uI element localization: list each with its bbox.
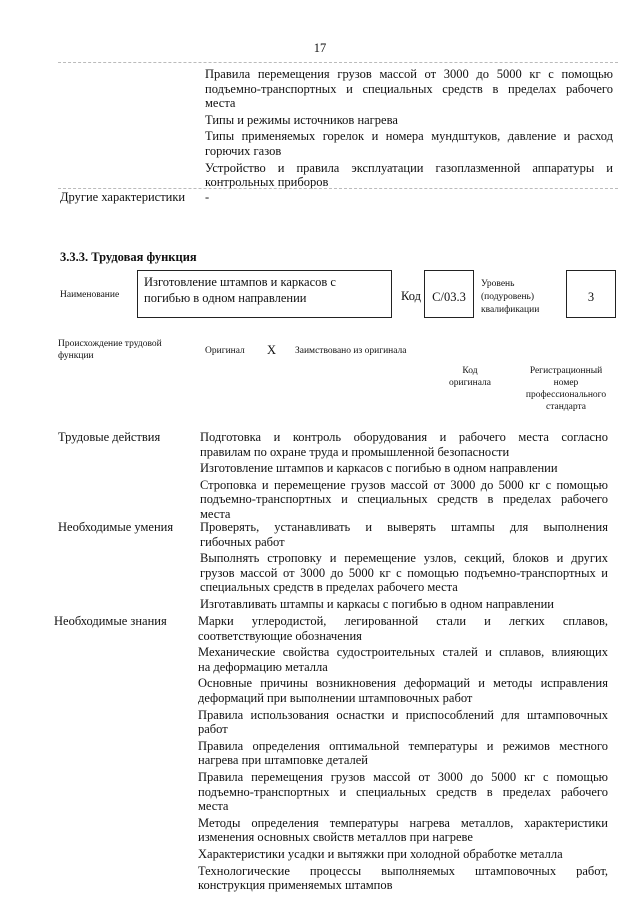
- text-line: Строповка и перемещение грузов массой от 3000 до 5000 кг с помощью: [200, 477, 608, 492]
- text-line: Подготовка и контроль оборудования и рабочего места согласно: [200, 430, 608, 444]
- code-label: Код: [401, 289, 421, 303]
- skill-item: [200, 597, 608, 612]
- skill-item: [200, 520, 608, 549]
- knowledge-item: [198, 864, 608, 893]
- text-line: Методы определения температуры нагрева металлов, характеристики: [198, 815, 608, 830]
- level-label-line: Уровень: [481, 279, 515, 289]
- text-line: Правила использования оснастки и приспособлений для штамповочных: [198, 707, 608, 722]
- knowledge-item: [198, 676, 608, 705]
- top-item-1: [205, 67, 613, 111]
- text-line: деформаций при выполнении штамповочных работ: [198, 690, 473, 705]
- registration-line: профессионального: [525, 390, 607, 400]
- original-mark: X: [267, 343, 277, 357]
- skills-list: [200, 520, 608, 612]
- top-item-4: [205, 161, 613, 190]
- text-line: Типы применяемых горелок и номера мундштуков, давление и расход: [205, 129, 613, 144]
- function-name-line: погибью в одном направлении: [144, 291, 307, 305]
- text-line: горючих газов: [205, 143, 282, 158]
- text-line: на деформацию металла: [198, 659, 328, 674]
- knowledge-label: Необходимые знания: [54, 614, 167, 628]
- text-line: места: [200, 506, 231, 521]
- knowledge-item: [198, 739, 608, 768]
- origin-label-line: Происхождение трудовой: [58, 339, 162, 349]
- text-line: подъемно-транспортных и специальных средств в пределах рабочего: [198, 784, 608, 799]
- text-line: Типы и режимы источников нагрева: [205, 112, 398, 127]
- action-item: [200, 478, 608, 522]
- text-line: изменения основных свойств металлов при нагреве: [198, 830, 473, 845]
- top-item-3: [205, 129, 613, 158]
- top-items: [205, 67, 613, 190]
- text-line: места: [198, 799, 229, 814]
- section-title: 3.3.3. Трудовая функция: [60, 250, 197, 264]
- code-original-line: Код: [462, 366, 478, 376]
- skill-item: [200, 551, 608, 595]
- text-line: Технологические процессы выполняемых штамповочных работ,: [198, 863, 608, 878]
- text-line: Правила определения оптимальной температуры и режимов местного: [198, 738, 608, 753]
- registration-line: номер: [553, 378, 579, 388]
- registration-line: Регистрационный: [529, 366, 603, 376]
- text-line: Основные причины возникновения деформаций и методы исправления: [198, 676, 608, 691]
- knowledge-item: [198, 645, 608, 674]
- level-label: [481, 278, 539, 317]
- action-item: [200, 430, 608, 459]
- text-line: работ: [198, 722, 228, 737]
- code-original-label: [435, 365, 505, 389]
- text-line: нагрева при штамповке деталей: [198, 753, 368, 768]
- text-line: Марки углеродистой, легированной стали и легких сплавов,: [198, 614, 608, 628]
- registration-label: [512, 365, 620, 413]
- knowledge-item: [198, 614, 608, 643]
- function-name-line: Изготовление штампов и каркасов с: [144, 275, 336, 289]
- text-line: Правила перемещения грузов массой от 3000 до 5000 кг с помощью: [198, 769, 608, 784]
- origin-label: [58, 338, 162, 362]
- text-line: Выполнять строповку и перемещение узлов, секций, блоков и других: [200, 551, 608, 566]
- level-label-line: квалификации: [481, 305, 540, 315]
- other-divider: [58, 188, 618, 189]
- other-characteristics-label: Другие характеристики: [60, 190, 186, 204]
- page-number: 17: [313, 41, 327, 55]
- text-line: гибочных работ: [200, 534, 285, 549]
- text-line: Изготавливать штампы и каркасы с погибью в одном направлении: [200, 596, 554, 611]
- text-line: контрольных приборов: [205, 175, 329, 190]
- level-box: [566, 270, 616, 318]
- skills-label: Необходимые умения: [58, 520, 174, 534]
- knowledge-item: [198, 770, 608, 814]
- text-line: Правила перемещения грузов массой от 3000 до 5000 кг с помощью: [205, 67, 613, 81]
- level-label-line: (подуровень): [481, 292, 535, 302]
- text-line: подъемно-транспортных и специальных средств в пределах рабочего: [200, 492, 608, 507]
- text-line: места: [205, 96, 236, 111]
- other-characteristics-value: -: [205, 190, 210, 204]
- top-item-2: [205, 113, 613, 128]
- text-line: подъемно-транспортных и специальных средств в пределах рабочего: [205, 81, 613, 96]
- knowledge-item: [198, 816, 608, 845]
- knowledge-item: [198, 847, 608, 862]
- text-line: Характеристики усадки и вытяжки при холодной обработке металла: [198, 846, 563, 861]
- original-label: Оригинал: [205, 346, 245, 356]
- text-line: конструкция применяемых штампов: [198, 878, 393, 893]
- knowledge-list: [198, 614, 608, 893]
- top-divider: [58, 62, 618, 63]
- text-line: специальных средств в пределах рабочего места: [200, 580, 458, 595]
- code-original-line: оригинала: [449, 378, 491, 388]
- function-name-box: [137, 270, 392, 318]
- action-item: [200, 461, 608, 476]
- actions-list: [200, 430, 608, 522]
- code-value: C/03.3: [432, 290, 466, 304]
- text-line: Изготовление штампов и каркасов с погибью в одном направлении: [200, 461, 558, 476]
- level-value: 3: [587, 290, 595, 304]
- knowledge-item: [198, 708, 608, 737]
- text-line: соответствующие обозначения: [198, 628, 362, 643]
- text-line: Проверять, устанавливать и выверять штампы для выполнения: [200, 520, 608, 534]
- registration-line: стандарта: [546, 402, 586, 412]
- text-line: грузов массой от 3000 до 5000 кг с помощью подъемно-транспортных и: [200, 565, 608, 580]
- name-label: Наименование: [60, 290, 120, 300]
- actions-label: Трудовые действия: [58, 430, 161, 444]
- origin-label-line: функции: [58, 351, 94, 361]
- text-line: Устройство и правила эксплуатации газоплазменной аппаратуры и: [205, 160, 613, 175]
- code-box: [424, 270, 474, 318]
- borrowed-label: Заимствовано из оригинала: [295, 346, 407, 356]
- text-line: Механические свойства судостроительных сталей и сплавов, влияющих: [198, 645, 608, 660]
- text-line: правилам по охране труда и промышленной безопасности: [200, 444, 510, 459]
